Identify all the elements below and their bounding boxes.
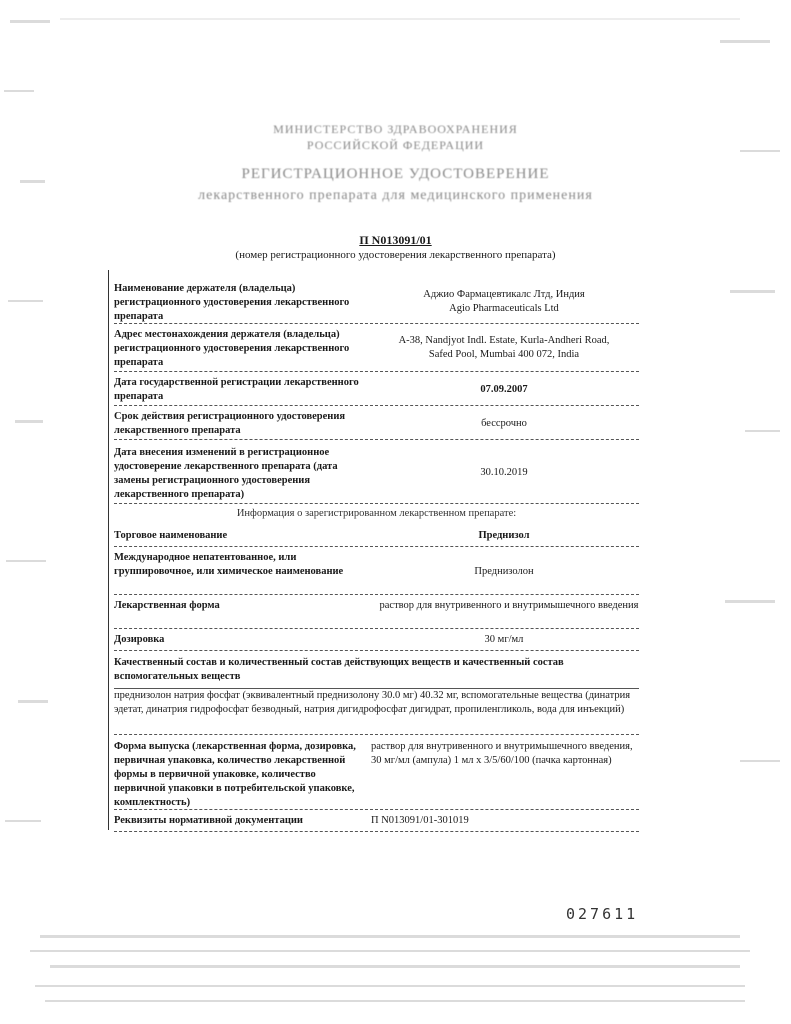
holder-name-label: Наименование держателя (владельца) регистрационного удостоверения лекарственного препарата bbox=[114, 283, 350, 322]
info-caption: Информация о зарегистрированном лекарственном препарате: bbox=[236, 508, 517, 519]
dosage-label: Дозировка bbox=[114, 634, 165, 645]
registration-number: П N013091/01 bbox=[359, 233, 432, 247]
row-holder-address bbox=[114, 326, 639, 372]
composition-divider bbox=[114, 688, 639, 689]
composition-value: преднизолон натрия фосфат (эквивалентный преднизолону 30.0 мг) 40.32 мг, вспомогательные вещества (динатрия эдетат, динатрия гидрофосфат безводный, натрия дигидрофосфат дигидрат, пропиленгликоль, вода для инъекций) bbox=[114, 690, 631, 715]
trade-name-value: Преднизол bbox=[478, 530, 530, 541]
validity-value: бессрочно bbox=[481, 418, 527, 429]
row-dosage bbox=[114, 631, 639, 651]
release-form-label: Форма выпуска (лекарственная форма, дозировка, первичная упаковка, количество лекарственной формы в первичной упаковке, количество первичной упаковки в потребительской упаковке, комплектность) bbox=[114, 741, 356, 808]
registration-number-caption: (номер регистрационного удостоверения лекарственного препарата) bbox=[235, 249, 556, 261]
form-serial-number: 027611 bbox=[566, 905, 639, 923]
row-reg-date bbox=[114, 374, 639, 406]
holder-name-ru: Аджио Фармацевтикалс Лтд, Индия bbox=[423, 289, 585, 300]
dosage-value: 30 мг/мл bbox=[484, 634, 524, 645]
holder-address-line-2: Safed Pool, Mumbai 400 072, India bbox=[428, 349, 580, 360]
trade-name-label: Торговое наименование bbox=[114, 530, 228, 541]
inn-label: Международное непатентованное, или группировочное, или химическое наименование bbox=[114, 552, 344, 577]
inn-value: Преднизолон bbox=[474, 566, 534, 577]
composition-label: Качественный состав и количественный состав действующих веществ и качественный состав вспомогательных веществ bbox=[114, 657, 564, 682]
row-dosage-form bbox=[114, 597, 639, 629]
composition-bottom bbox=[114, 734, 639, 735]
change-date-label: Дата внесения изменений в регистрационное удостоверение лекарственного препарата (дата замены регистрационного удостоверения лекарственного препарата) bbox=[114, 447, 338, 500]
normative-docs-value: П N013091/01-301019 bbox=[371, 815, 469, 826]
row-normative-docs bbox=[114, 812, 639, 832]
holder-address-value bbox=[369, 334, 639, 362]
dosage-form-value: раствор для внутривенного и внутримышечного введения bbox=[379, 600, 639, 611]
normative-docs-label: Реквизиты нормативной документации bbox=[114, 815, 303, 826]
row-inn bbox=[114, 549, 639, 595]
validity-label: Срок действия регистрационного удостоверения лекарственного препарата bbox=[114, 411, 346, 436]
ministry-line: МИНИСТЕРСТВО ЗДРАВООХРАНЕНИЯ bbox=[273, 122, 518, 136]
row-release-form bbox=[114, 738, 639, 810]
holder-address-label: Адрес местонахождения держателя (владельца) регистрационного удостоверения лекарственного препарата bbox=[114, 329, 350, 368]
reg-date-value: 07.09.2007 bbox=[480, 384, 528, 395]
certificate-title: РЕГИСТРАЦИОННОЕ УДОСТОВЕРЕНИЕ bbox=[241, 166, 550, 182]
holder-name-value bbox=[369, 288, 639, 316]
reg-date-label: Дата государственной регистрации лекарственного препарата bbox=[114, 377, 359, 402]
certificate-subtitle: лекарственного препарата для медицинского применения bbox=[198, 188, 593, 203]
federation-line: РОССИЙСКОЙ ФЕДЕРАЦИИ bbox=[306, 138, 485, 152]
holder-address-line-1: A-38, Nandjyot Indl. Estate, Kurla-Andheri Road, bbox=[398, 335, 610, 346]
row-trade-name bbox=[114, 527, 639, 547]
left-border bbox=[108, 270, 109, 830]
row-validity bbox=[114, 408, 639, 440]
row-change-date bbox=[114, 444, 639, 504]
row-holder-name bbox=[114, 280, 639, 324]
release-form-value: раствор для внутривенного и внутримышечного введения, 30 мг/мл (ампула) 1 мл x 3/5/60/100 (пачка картонная) bbox=[371, 741, 633, 766]
dosage-form-label: Лекарственная форма bbox=[114, 600, 220, 611]
holder-name-en: Agio Pharmaceuticals Ltd bbox=[449, 303, 559, 314]
change-date-value: 30.10.2019 bbox=[480, 467, 528, 478]
